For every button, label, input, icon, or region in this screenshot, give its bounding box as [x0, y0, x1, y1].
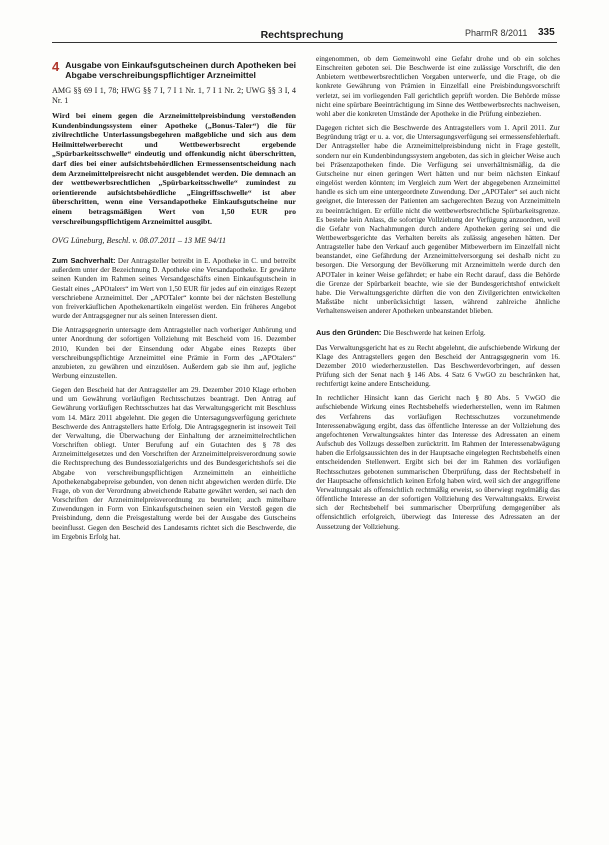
journal-reference: PharmR 8/2011 — [465, 28, 528, 38]
body-paragraph: eingenommen, ob dem Gemeinwohl eine Gefahr drohe und ob ein solches Einschreiten geboten sei. Die Beschwerde ist eine zulässige Vorschrift, die den Anbietern wettbewerbsrechtlichen Vorgaben unterwerfe, und die Frage, ob die konkrete Gewährung von Prämien in Einzelfall eine Preisbindungsvorschrift verletzt, sei im vorliegenden Fall gerichtlich geprüft worden. Die Behörde müsse nicht eine spürbare Beeinträchtigung im Sinne des Wettbewerbsrechts nachweisen, wohl aber die konkreten Umstände der Apotheke in die Prüfung einbeziehen. — [316, 54, 560, 118]
case-heading — [52, 60, 296, 80]
statute-references: AMG §§ 69 I 1, 78; HWG §§ 7 I, 7 I 1 Nr. 1, 7 I 1 Nr. 2; UWG §§ 3 I, 4 Nr. 1 — [52, 86, 296, 105]
body-paragraph: In rechtlicher Hinsicht kann das Gericht nach § 80 Abs. 5 VwGO die aufschiebende Wirkung eines Rechtsbehelfs wiederherstellen, wenn im Rahmen des Verfahrens das vorläufigen Rechtsschutzes vorzunehmende Interessenabwägung ergibt, dass das öffentliche Interesse an der Vollziehung des angefochtenen Verwaltungsaktes hinter das Interesse des Adressaten an einem Aufschub des Vollzugs desselben zurücktritt. Im Rahmen der Interessenabwägung haben die Erfolgsaussichten des in der Hauptsache eingelegten Rechtsbehelfs einen entscheidenden Stellenwert. Ergibt sich bei der im Rahmen des vorläufigen Rechtsschutzes gebotenen summarischen Überprüfung, dass der Rechtsbehelf in der Hauptsache offensichtlich keinen Erfolg haben wird, weil sich der angegriffene Verwaltungsakt als offensichtlich rechtmäßig erweist, so überwiegt regelmäßig das öffentliche Interesse an der sofortigen Vollziehung des Verwaltungsakts. Erweist sich der Rechtsbehelf bei summarischer Überprüfung demgegenüber als offensichtlich erfolgreich, überwiegt das Interesse des Adressaten an der Aussetzung der Vollziehung. — [316, 393, 560, 531]
body-paragraph: Das Verwaltungsgericht hat es zu Recht abgelehnt, die aufschiebende Wirkung der Klage des Antragstellers gegen den Bescheid der Antragsgegnerin vom 16. Dezember 2010 wiederherzustellen. Das Beschwerdevorbringen, auf dessen Prüfung sich der Senat nach § 146 Abs. 4 Satz 6 VwGO zu beschränken hat, rechtfertigt keine andere Entscheidung. — [316, 342, 560, 389]
grounds-heading: Aus den Gründen: — [316, 328, 382, 338]
section-title: Rechtsprechung — [260, 29, 344, 41]
facts-paragraph: Gegen den Bescheid hat der Antragsteller am 29. Dezember 2010 Klage erhoben und um Gewährung vorläufigen Rechtsschutzes beantragt. Den Antrag auf Gewährung vorläufigen Rechtsschutzes hat das Verwaltungsgericht mit Beschluss vom 14. März 2011 abgelehnt. Die gegen die Untersagungsverfügung gerichtete Beschwerde des Antragstellers hatte Erfolg. Die Antragsgegnerin ist insoweit Teil der Verwaltung, die Überwachung der Einhaltung der arzneimittelrechtlichen Vorschriften obliegt. Unter Berufung auf ein Gutachten des § 78 des Arzneimittelgesetzes und den Vorschriften der Arzneimittelpreisverordnung sowie die Rechtsprechung des Bundessozialgerichts und des Bundesgerichtshofs sei die Abgabe von verschreibungspflichtigen Arzneimitteln an einheitliche Apothekenabgabepreise gebunden, von denen nicht abgewichen werden dürfe. Die Frage, ob von der Verordnung abweichende Rabatte gewährt werden, sei nach den Vorschriften der Arzneimittelpreisverordnung zu beurteilen; auch mittelbare Zuwendungen in Form von Einkaufsgutscheinen seien ein Verstoß gegen die Preisbindung, denn die Preisgestaltung werde bei der Ausgabe des Gutscheins beeinflusst. Gegen den Bescheid des Landesamts richtet sich die Beschwerde, die im Ergebnis Erfolg hat. — [52, 385, 296, 541]
grounds-lead-paragraph — [316, 328, 560, 337]
case-number: 4 — [52, 59, 60, 74]
left-column — [52, 60, 296, 546]
facts-heading: Zum Sachverhalt: — [52, 256, 116, 266]
case-title: Ausgabe von Einkaufsgutscheinen durch Apotheken bei Abgabe verschreibungspflichtiger Arzneimittel — [65, 60, 296, 80]
section-spacer — [316, 320, 560, 328]
facts-text: Der Antragsteller betreibt in E. Apotheke in C. und betreibt außerdem unter der Bezeichnung D. Apotheke eine Versandapotheke. Er gewährte seinen Kunden im Rahmen seines Versandgeschäfts einen Einkaufsgutschein in Gestalt eines „APOtalers“ im Wert von 1,50 EUR für jedes auf ein einziges Rezept verschriebene Arzneimittel. Der „APOTaler“ konnte bei der nächsten Bestellung von freiverkäuflichen Apothekenartikeln eingelöst werden. Ein früheres Angebot wurde der Antragsgegner nur als seinen Interessen dient. — [52, 256, 296, 321]
facts-paragraph: Die Antragsgegnerin untersagte dem Antragsteller nach vorheriger Anhörung und unter Anordnung der sofortigen Vollziehung mit Bescheid vom 16. Dezember 2010, Kunden bei der Einsendung oder Abgabe eines Rezepts über verschreibungspflichtige Arzneimittel eine Prämie in Form des „APOtalers“ anzubieten, zu gewähren und einzulösen. Außerdem gab sie ihm auf, jegliche Werbung einzustellen. — [52, 325, 296, 380]
court-citation: OVG Lüneburg, Beschl. v. 08.07.2011 – 13 ME 94/11 — [52, 236, 227, 246]
body-paragraph: Dagegen richtet sich die Beschwerde des Antragstellers vom 1. April 2011. Zur Begründung trägt er u. a. vor, die Untersagungsverfügung sei ermessensfehlerhaft. Der Antragsteller habe die Arzneimittelpreisbindung nicht in Frage gestellt, sondern nur ein Kundenbindungssystem angeboten, das sich in gleicher Weise auch bei Präsenzapotheken finde. Die Verfügung sei unverhältnismäßig, da die Gutscheine nur einen geringen Wert hätten und nur beim nächsten Einkauf eingelöst werden könnten; im Vergleich zum Wert der abgegebenen Arzneimittel handle es sich um eine untergeordnete Zuwendung. Der „APOTaler“ sei auch nicht geeignet, die Interessen der Patienten am sachgerechten Bezug von Arzneimitteln zu beeinträchtigen. Er erfülle nicht die wettbewerbsrechtliche Spürbarkeitsgrenze. Es bestehe kein Anlass, die sofortige Vollziehung der Verfügung anzuordnen, weil die Gefahr von Nachahmungen durch andere Apotheken gering sei und die Wettbewerbsgerichte das Verhalten bereits als zulässig angesehen hätten. Der Antragsteller habe den Verkauf auch gegenüber Mitbewerbern im Einzelfall nicht beanstandet, eine Gefährdung der Arzneimittelversorgung sei deshalb nicht zu besorgen. Die Versorgung der Bevölkerung mit Arzneimitteln werde durch den APOTaler in keiner Weise gefährdet; er habe ein Recht darauf, dass die Behörde die Grenze der Spürbarkeit beachte, wie sie der Bundesgerichtshof entwickelt habe. Die Verwaltungsgerichte dürften die von den Zivilgerichten entwickelten Maßstäbe nicht unberücksichtigt lassen, während zahlreiche ähnliche Verhaltensweisen anderer Apotheken unbeanstandet blieben. — [316, 123, 560, 316]
headnote: Wird bei einem gegen die Arzneimittelpreisbindung verstoßenden Kundenbindungssystem einer Apotheke („Bonus-Taler“) die für zivilrechtliche Unterlassungsbegehren maßgebliche und sich aus dem Heilmittelwerberecht und Wettbewerbsrecht ergebende „Spürbarkeitsschwelle“ eindeutig und offenkundig nicht überschritten, darf dies bei einer aufsichtsbehördlichen Ermessensentscheidung nach dem Arzneimittelpreisrecht nicht ausgeblendet werden. Die demnach an der wettbewerbsrechtlichen „Spürbarkeitsschwelle“ zumindest zu orientierende aufsichtsbehördliche „Eingriffsschwelle“ ist aber überschritten, wenn eine Versandapotheke Einkaufsgutscheine nur einem betragsmäßigen Wert von 1,50 EUR pro verschreibungspflichtigem Arzneimittel ausgibt. — [52, 111, 296, 226]
facts-paragraph — [52, 256, 296, 320]
header-rule — [52, 42, 557, 43]
grounds-lead: Die Beschwerde hat keinen Erfolg. — [383, 328, 486, 338]
page-header — [0, 26, 609, 48]
page-number: 335 — [538, 27, 555, 38]
right-column — [316, 54, 560, 536]
